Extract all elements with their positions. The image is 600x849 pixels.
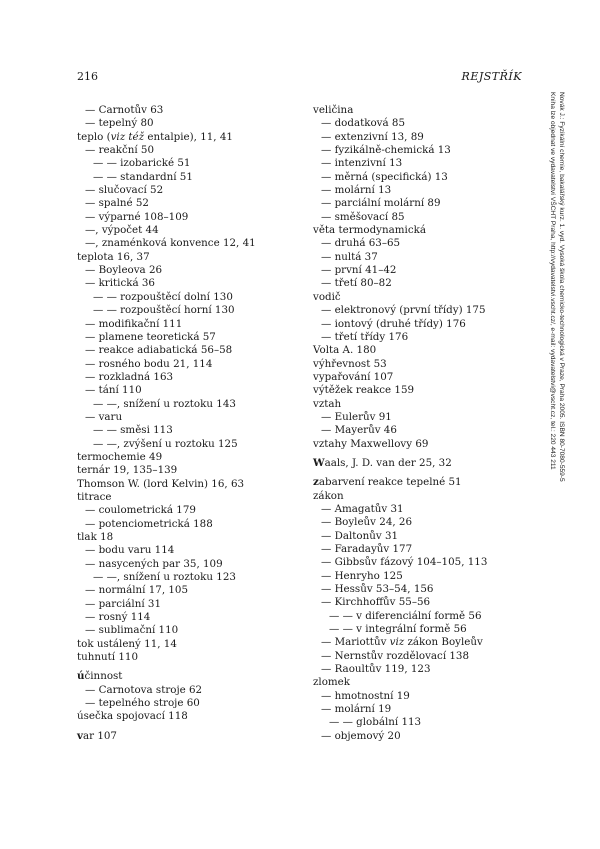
index-entry-text: veličina <box>313 104 354 116</box>
index-entry-text: — sublimační 110 <box>85 624 179 637</box>
index-entry-text: — Mariottův <box>321 636 390 649</box>
index-entry <box>77 438 309 451</box>
index-entry-text: — nasycených par 35, 109 <box>85 557 223 570</box>
index-entry <box>77 518 309 531</box>
index-entry <box>77 237 309 250</box>
index-entry-text: — fyzikálně-chemická 13 <box>321 144 451 157</box>
index-entry <box>77 277 309 290</box>
index-entry-text: — výparné 108–109 <box>85 210 189 223</box>
index-entry <box>77 491 309 504</box>
index-entry <box>77 371 309 384</box>
index-entry <box>77 224 309 237</box>
side-note-line: Novák J.: Fyzikální chemie, bakalářský kurz. 1. vyd. Vysoká škola chemicko-technologická v Praze, Praha 2005. ISBN 80-7080-559-5 <box>558 92 565 482</box>
index-entry-text: — — v diferenciální formě 56 <box>329 609 482 622</box>
index-entry <box>313 503 545 516</box>
index-entry <box>77 251 309 264</box>
index-entry-text: — třetí 80–82 <box>321 277 392 290</box>
index-entry <box>313 304 545 317</box>
index-entry-text: — dodatková 85 <box>321 117 405 130</box>
index-entry <box>77 651 309 664</box>
index-entry-text: — Mayerův 46 <box>321 424 397 437</box>
index-entry <box>77 598 309 611</box>
index-entry <box>77 670 309 683</box>
index-entry-text: — Eulerův 91 <box>321 410 392 423</box>
index-entry <box>313 663 545 676</box>
index-entry <box>313 291 545 304</box>
index-entry <box>313 583 545 596</box>
index-entry-text: — Faradayův 177 <box>321 543 413 555</box>
index-entry-text: výhřevnost 53 <box>313 357 387 370</box>
index-entry <box>77 358 309 371</box>
index-entry-text: vodič <box>313 290 341 303</box>
index-entry-text: — Amagatův 31 <box>321 502 404 515</box>
index-entry-text: — objemový 20 <box>321 729 401 742</box>
index-entry-text: — Carnotova stroje 62 <box>85 683 203 696</box>
index-entry-text: — — izobarické 51 <box>93 157 191 170</box>
index-entry-text: — potenciometrická 188 <box>85 517 213 530</box>
index-entry <box>313 476 545 489</box>
index-entry <box>313 157 545 170</box>
index-entry-text: — Gibbsův fázový 104–105, 113 <box>321 556 488 569</box>
index-entry-text: — — standardní 51 <box>93 170 193 183</box>
index-entry-text: W <box>313 456 325 469</box>
index-entry-text: Volta A. 180 <box>313 344 377 357</box>
index-entry-text: — — směsi 113 <box>93 424 173 437</box>
index-entry-text: — nultá 37 <box>321 250 378 263</box>
index-entry-text: — Henryho 125 <box>321 569 403 582</box>
index-entry <box>77 197 309 210</box>
index-entry <box>313 610 545 623</box>
index-entry-text: — tání 110 <box>85 384 142 397</box>
index-entry-text: viz <box>389 636 405 649</box>
side-note-line: Kniha lze objednat ve vydavatelství VŠCHT Praha, http://vydavatelstvi.vscht.cz/, e-mail: vydavatelstvi@vscht.cz, tel.: 220 443 211 <box>549 92 556 470</box>
index-entry-text: — — rozpouštěcí horní 130 <box>93 304 235 317</box>
index-entry-text: — směšovací 85 <box>321 210 405 223</box>
index-entry <box>313 730 545 743</box>
index-entry-text: vztah <box>313 397 342 410</box>
index-entry-text: — rosného bodu 21, 114 <box>85 357 213 370</box>
index-entry-text: — tepelného stroje 60 <box>85 697 200 710</box>
index-entry-text: — třetí třídy 176 <box>321 330 409 343</box>
index-entry-text: — — rozpouštěcí dolní 130 <box>93 290 233 303</box>
index-entry <box>313 623 545 636</box>
index-entry <box>77 211 309 224</box>
index-entry <box>77 544 309 557</box>
index-entry-text: vypařování 107 <box>313 370 394 383</box>
index-entry <box>77 331 309 344</box>
index-entry-text: zákon Boyleův <box>404 636 483 649</box>
index-entry-text: úsečka spojovací 118 <box>77 710 188 723</box>
index-entry <box>77 291 309 304</box>
index-entry-text: tok ustálený 11, 14 <box>77 637 177 650</box>
index-entry <box>313 358 545 371</box>
index-entry <box>77 478 309 491</box>
index-entry-text: — —, snížení u roztoku 143 <box>93 397 236 410</box>
index-entry <box>313 384 545 397</box>
index-entry-text: — coulometrická 179 <box>85 504 196 517</box>
index-entry <box>77 157 309 170</box>
index-entry <box>313 237 545 250</box>
index-entry-text: vztahy Maxwellovy 69 <box>313 437 429 450</box>
index-entry-text: teplota 16, 37 <box>77 250 150 263</box>
index-entry-text: — plamene teoretická 57 <box>85 330 216 343</box>
index-entry <box>313 676 545 689</box>
index-entry-text: — reakční 50 <box>85 144 155 157</box>
index-entry-text: — Boyleova 26 <box>85 264 163 277</box>
running-head: REJSTŘÍK <box>461 70 522 83</box>
index-entry-text: — spalné 52 <box>85 197 149 210</box>
index-entry-text: — slučovací 52 <box>85 184 164 197</box>
index-entry-text: — elektronový (první třídy) 175 <box>321 304 486 317</box>
index-entry-text: — —, snížení u roztoku 123 <box>93 571 236 584</box>
index-entry <box>313 117 545 130</box>
index-entry-text: — měrná (specifická) 13 <box>321 170 448 183</box>
index-entry <box>77 710 309 723</box>
index-entry-text: věta termodynamická <box>313 224 426 237</box>
index-entry-text: abarvení reakce tepelné 51 <box>318 476 462 489</box>
index-entry <box>77 384 309 397</box>
index-entry-text: — extenzivní 13, 89 <box>321 130 424 143</box>
index-entry <box>313 344 545 357</box>
index-entry <box>77 264 309 277</box>
index-entry-text: — Carnotův 63 <box>85 104 164 116</box>
index-entry <box>77 104 309 117</box>
index-entry-text: — hmotnostní 19 <box>321 689 410 702</box>
index-entry-text: Thomson W. (lord Kelvin) 16, 63 <box>77 477 245 490</box>
index-entry-text: — iontový (druhé třídy) 176 <box>321 317 466 330</box>
index-entry-text: — kritická 36 <box>85 277 155 290</box>
index-entry <box>313 331 545 344</box>
index-entry-text: — Nernstův rozdělovací 138 <box>321 649 470 662</box>
index-entry <box>77 344 309 357</box>
index-entry <box>313 144 545 157</box>
index-entry <box>313 596 545 609</box>
index-entry-text: — první 41–42 <box>321 264 397 277</box>
index-entry-text: teplo ( <box>77 130 111 143</box>
index-column-left <box>77 104 309 743</box>
side-note <box>548 92 566 482</box>
index-entry <box>313 438 545 451</box>
index-entry-text: — intenzivní 13 <box>321 157 403 170</box>
index-entry-text: — Raoultův 119, 123 <box>321 663 431 676</box>
index-entry-text: ú <box>77 670 85 683</box>
index-entry <box>77 318 309 331</box>
index-entry <box>313 251 545 264</box>
index-entry-text: — Boyleův 24, 26 <box>321 516 413 529</box>
index-entry <box>313 570 545 583</box>
index-entry <box>313 516 545 529</box>
index-entry <box>313 716 545 729</box>
index-entry-text: ternár 19, 135–139 <box>77 464 178 477</box>
index-entry <box>77 117 309 130</box>
index-entry-text: zlomek <box>313 676 351 689</box>
index-entry <box>77 144 309 157</box>
index-entry <box>313 411 545 424</box>
index-entry <box>313 371 545 384</box>
index-entry-text: — varu <box>85 410 123 423</box>
index-entry-text: — Kirchhoffův 55–56 <box>321 596 431 609</box>
index-entry-text: — molární 19 <box>321 703 392 716</box>
index-column-right <box>313 104 545 743</box>
index-entry <box>313 184 545 197</box>
index-entry <box>77 184 309 197</box>
index-entry <box>313 171 545 184</box>
index-entry <box>313 703 545 716</box>
index-entry <box>313 636 545 649</box>
index-entry-text: — parciální molární 89 <box>321 197 441 210</box>
index-entry <box>77 398 309 411</box>
index-entry <box>313 277 545 290</box>
index-entry-text: — modifikační 111 <box>85 317 183 330</box>
index-entry <box>313 457 545 470</box>
index-entry-text: — — v integrální formě 56 <box>329 623 467 636</box>
index-entry <box>77 451 309 464</box>
index-entry <box>313 211 545 224</box>
index-entry-text: výtěžek reakce 159 <box>313 384 415 397</box>
index-entry-text: titrace <box>77 490 112 503</box>
index-entry <box>77 504 309 517</box>
index-entry <box>77 624 309 637</box>
index-entry-text: zákon <box>313 489 344 502</box>
index-entry-text: — molární 13 <box>321 184 392 197</box>
index-entry-text: — Hessův 53–54, 156 <box>321 583 434 596</box>
index-entry <box>313 224 545 237</box>
index-entry-text: entalpie), 11, 41 <box>144 130 233 143</box>
index-entry-text: tlak 18 <box>77 531 114 543</box>
index-entry-text: — bodu varu 114 <box>85 544 175 557</box>
index-entry-text: aals, J. D. van der 25, 32 <box>324 456 452 469</box>
index-entry <box>77 584 309 597</box>
index-entry-text: v <box>77 729 83 742</box>
index-entry-text: činnost <box>84 670 123 683</box>
index-entry-text: — — globální 113 <box>329 716 422 729</box>
index-entry-text: —, výpočet 44 <box>85 224 159 237</box>
index-entry <box>77 171 309 184</box>
index-entry <box>77 411 309 424</box>
index-entry-text: — parciální 31 <box>85 597 162 610</box>
index-entry <box>77 611 309 624</box>
index-entry <box>77 697 309 710</box>
index-entry-text: — druhá 63–65 <box>321 237 401 250</box>
index-entry <box>313 690 545 703</box>
index-entry-text: — reakce adiabatická 56–58 <box>85 344 233 357</box>
index-entry-text: tuhnutí 110 <box>77 651 139 664</box>
index-entry-text: — —, zvýšení u roztoku 125 <box>93 437 238 450</box>
index-entry <box>77 531 309 544</box>
index-entry-text: z <box>313 476 319 489</box>
index-entry <box>77 558 309 571</box>
index-entry-text: viz též <box>110 130 145 143</box>
index-entry <box>77 424 309 437</box>
index-entry <box>313 318 545 331</box>
index-entry <box>313 650 545 663</box>
index-entry <box>313 104 545 117</box>
index-entry-text: — normální 17, 105 <box>85 584 189 597</box>
index-entry-text: ar 107 <box>82 729 117 742</box>
index-entry <box>313 131 545 144</box>
index-entry-text: termochemie 49 <box>77 450 163 463</box>
index-entry <box>77 571 309 584</box>
index-entry <box>313 398 545 411</box>
index-entry <box>313 197 545 210</box>
index-entry <box>77 304 309 317</box>
index-entry <box>313 556 545 569</box>
index-entry-text: — tepelný 80 <box>85 117 154 130</box>
index-entry <box>313 424 545 437</box>
index-entry <box>313 490 545 503</box>
index-entry <box>313 543 545 556</box>
index-entry <box>77 464 309 477</box>
index-entry <box>77 684 309 697</box>
index-entry-text: — Daltonův 31 <box>321 529 399 542</box>
index-entry-text: — rosný 114 <box>85 611 151 624</box>
index-entry <box>77 638 309 651</box>
page-number: 216 <box>77 70 98 83</box>
index-entry <box>77 730 309 743</box>
index-entry <box>313 530 545 543</box>
index-entry-text: — rozkladná 163 <box>85 370 174 383</box>
index-entry-text: —, znaménková konvence 12, 41 <box>85 237 256 250</box>
index-entry <box>313 264 545 277</box>
index-entry <box>77 131 309 144</box>
